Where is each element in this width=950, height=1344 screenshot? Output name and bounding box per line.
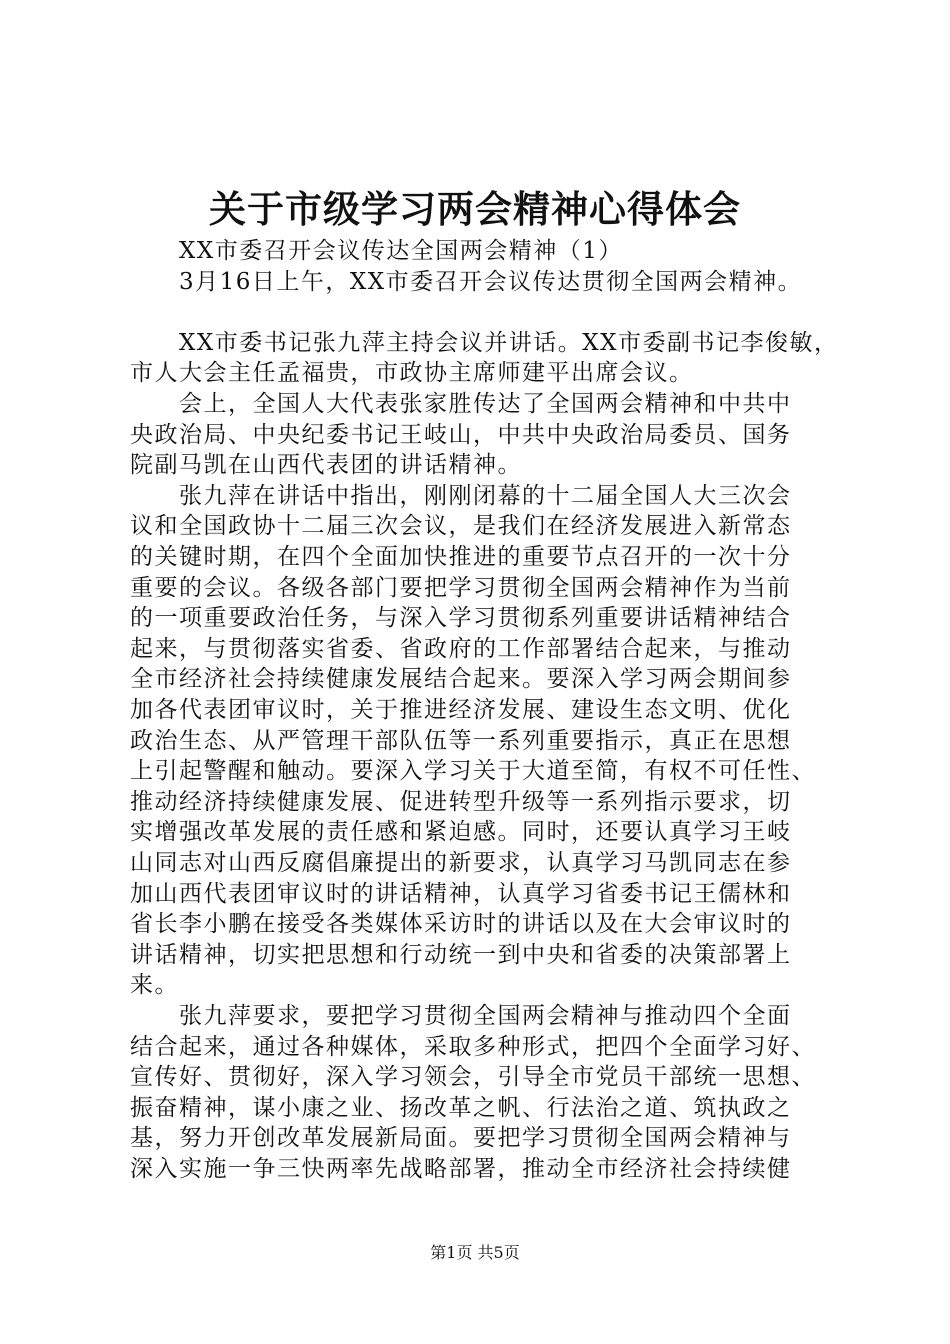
body-line: 的关键时期，在四个全面加快推进的重要节点召开的一次十分 (130, 544, 792, 570)
body-line: XX市委书记张九萍主持会议并讲话。XX市委副书记李俊敏， (130, 329, 839, 356)
body-line: 来。 (130, 972, 179, 999)
body-line: 市人大会主任孟福贵，市政协主席师建平出席会议。 (130, 360, 694, 387)
body-line: 宣传好、贯彻好，深入学习领会，引导全市党员干部统一思想、 (130, 1064, 816, 1091)
body-line: 振奋精神，谋小康之业、扬改革之帆、行法治之道、筑执政之 (130, 1094, 792, 1121)
body-line: 张九萍在讲话中指出，刚刚闭幕的十二届全国人大三次会 (130, 482, 792, 509)
body-line: 会上，全国人大代表张家胜传达了全国两会精神和中共中 (130, 391, 792, 417)
body-line: 讲话精神，切实把思想和行动统一到中央和省委的决策部署上 (130, 941, 792, 968)
body-line: 山同志对山西反腐倡廉提出的新要求，认真学习马凯同志在参 (130, 850, 792, 876)
body-line: 央政治局、中央纪委书记王岐山，中共中央政治局委员、国务 (130, 421, 792, 448)
body-line: 张九萍要求，要把学习贯彻全国两会精神与推动四个全面 (130, 1003, 792, 1029)
body-line: 加山西代表团审议时的讲话精神，认真学习省委书记王儒林和 (130, 880, 792, 907)
body-line: 加各代表团审议时，关于推进经济发展、建设生态文明、优化 (130, 697, 792, 723)
body-line: 基，努力开创改革发展新局面。要把学习贯彻全国两会精神与 (130, 1125, 792, 1152)
document-title: 关于市级学习两会精神心得体会 (209, 187, 741, 231)
body-line: XX市委召开会议传达全国两会精神（1） (130, 238, 623, 264)
body-line: 上引起警醒和触动。要深入学习关于大道至简，有权不可任性、 (130, 758, 816, 785)
body-line: 省长李小鹏在接受各类媒体采访时的讲话以及在大会审议时的 (130, 911, 792, 938)
body-line: 深入实施一争三快两率先战略部署，推动全市经济社会持续健 (130, 1156, 792, 1182)
body-line: 的一项重要政治任务，与深入学习贯彻系列重要讲话精神结合 (130, 605, 792, 632)
body-line: 推动经济持续健康发展、促进转型升级等一系列指示要求，切 (130, 788, 792, 815)
body-line: 院副马凯在山西代表团的讲话精神。 (130, 452, 522, 479)
page-footer: 第1页 共5页 (430, 1243, 520, 1262)
body-line: 重要的会议。各级各部门要把学习贯彻全国两会精神作为当前 (130, 574, 792, 601)
body-line: 实增强改革发展的责任感和紧迫感。同时，还要认真学习王岐 (130, 819, 792, 846)
body-line: 结合起来，通过各种媒体，采取多种形式，把四个全面学习好、 (130, 1033, 816, 1060)
body-line: 政治生态、从严管理干部队伍等一系列重要指示，真正在思想 (130, 727, 792, 754)
body-line: 起来，与贯彻落实省委、省政府的工作部署结合起来，与推动 (130, 635, 792, 662)
body-line: 议和全国政协十二届三次会议，是我们在经济发展进入新常态 (130, 513, 792, 540)
body-line: 3月16日上午，XX市委召开会议传达贯彻全国两会精神。 (130, 268, 803, 295)
body-line: 全市经济社会持续健康发展结合起来。要深入学习两会期间参 (130, 666, 792, 693)
